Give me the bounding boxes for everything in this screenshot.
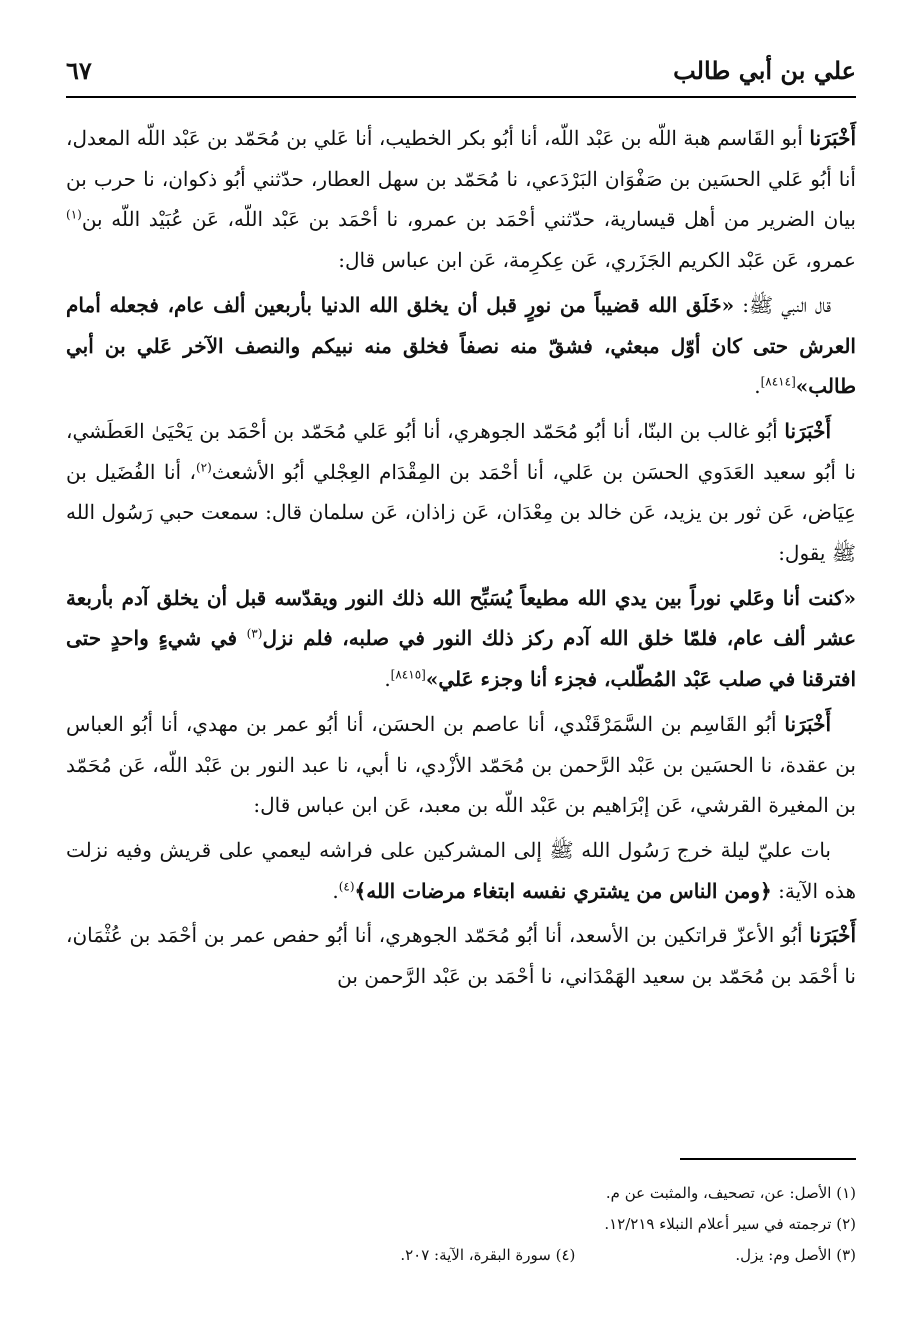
period: . xyxy=(332,878,339,903)
footnote-text: الأصل وم: يزل. xyxy=(735,1246,832,1264)
paragraph-text-cont: ، أنا الفُضَيل بن عِيَاض، عَن ثور بن يزيد، عَن خالد بن مِعْدَان، عَن زاذان، عَن سلمان قال: سمعت حبي رَسُول الله ﷺ يقول: xyxy=(66,459,856,566)
hadith-text: «خَلَق الله قضيباً من نورٍ قبل أن يخلق الله الدنيا بأربعين ألف عام، فجعله أمام العرش حتى كان أوّل مبعثي، فشقّ منه نصفاً فخلق منه نبيكم والنصف الآخر عَلي بن أبي طالب» xyxy=(66,292,856,399)
footnote-ref-3[interactable]: (٣) xyxy=(246,626,263,641)
isnad-keyword: أَخْبَرَنا xyxy=(784,711,831,736)
footnote-number: (١) xyxy=(836,1184,856,1202)
paragraph-hadith-2 xyxy=(66,578,856,700)
hadith-number: [٨٤١٥] xyxy=(390,667,426,682)
paragraph-isnad-1 xyxy=(66,118,856,281)
footnote-1 xyxy=(66,1184,856,1202)
paragraph-text: أبُو غالب بن البنّا، أنا أبُو مُحَمّد الجوهري، أنا أبُو عَلي مُحَمّد بن أحْمَد بن يَحْيَىٰ العَطَشي، نا أبُو سعيد العَدَوي الحسَن بن عَلي، أنا أحْمَد بن المِقْدَام العِجْلي أبُو الأشعث xyxy=(66,418,856,484)
footnote-number: (٢) xyxy=(836,1215,856,1233)
header-rule xyxy=(66,96,856,98)
paragraph-text: أبُو القَاسِم بن السَّمَرْقَنْدي، أنا عاصم بن الحسَن، أنا أبُو عمر بن مهدي، أنا أبُو العباس بن عقدة، نا الحسَين بن عَبْد الرَّحمن بن مُحَمّد الأزْدي، نا أبي، نا عبد النور بن عَبْد اللّه، عَن مُحَمّد بن المغيرة القرشي، عَن إبْرَاهيم بن عَبْد اللّه بن معبد، عَن ابن عباس قال: xyxy=(66,711,856,818)
paragraph-isnad-3 xyxy=(66,704,856,826)
period: . xyxy=(754,374,761,399)
main-text xyxy=(66,118,856,1001)
footnote-separator xyxy=(680,1158,856,1160)
paragraph-isnad-2 xyxy=(66,411,856,574)
footnote-text: سورة البقرة، الآية: ٢٠٧. xyxy=(400,1246,551,1264)
footnote-ref-1[interactable]: (١) xyxy=(66,207,82,222)
paragraph-text: أبو القَاسم هبة اللّه بن عَبْد اللّه، أنا أبُو بكر الخطيب، أنا عَلي بن مُحَمّد بن عَبْد اللّه المعدل، أنا أبُو عَلي الحسَين بن صَفْوَان البَرْدَعي، نا مُحَمّد بن سهل العطار، حدّثني أبُو ذكوان، نا حرب بن بيان الضرير من أهل قيسارية، حدّثني أحْمَد بن عمرو، نا أحْمَد بن عَبْد اللّه، عَن عُبَيْد اللّه بن xyxy=(66,126,856,232)
footnote-2 xyxy=(66,1215,856,1233)
running-header xyxy=(66,52,856,96)
isnad-keyword: أَخْبَرَنا xyxy=(809,126,856,150)
hadith-text: «كنت أنا وعَلي نوراً بين يدي الله مطيعاً يُسَبِّح الله ذلك النور ويقدّسه قبل أن يخلق آدم بأربعة عشر ألف عام، فلمّا خلق الله آدم ركز ذلك النور في صلبه، فلم نزل xyxy=(66,585,857,651)
hadith-number: [٨٤١٤] xyxy=(760,374,796,389)
header-title: علي بن أبي طالب xyxy=(673,56,856,85)
isnad-keyword: أَخْبَرَنا xyxy=(784,418,832,443)
footnote-4 xyxy=(400,1246,575,1264)
quran-verse: ﴿ومن الناس من يشتري نفسه ابتغاء مرضات الله﴾ xyxy=(354,878,772,903)
hadith-lead: قال النبي ﷺ: xyxy=(734,292,831,317)
footnote-text: ترجمته في سير أعلام النبلاء ١٢/٢١٩. xyxy=(604,1215,832,1233)
footnote-ref-4[interactable]: (٤) xyxy=(338,879,355,893)
isnad-keyword: أَخْبَرَنا xyxy=(809,923,856,948)
paragraph-text: أبُو الأعزّ قراتكين بن الأسعد، أنا أبُو مُحَمّد الجوهري، أنا أبُو حفص عمر بن أحْمَد بن عُثْمَان، نا أحْمَد بن مُحَمّد بن سعيد الهَمْدَاني، نا أحْمَد بن عَبْد الرَّحمن بن xyxy=(66,923,856,989)
paragraph-narration xyxy=(66,830,856,911)
footnote-3 xyxy=(735,1246,856,1264)
footnote-number: (٤) xyxy=(555,1246,576,1264)
footnote-row xyxy=(66,1246,856,1264)
footnote-number: (٣) xyxy=(836,1246,856,1264)
footnote-text: الأصل: عن، تصحيف، والمثبت عن م. xyxy=(605,1184,832,1202)
period: . xyxy=(384,667,391,692)
hadith-text-cont: في شيءٍ واحدٍ حتى افترقنا في صلب عَبْد المُطّلب، فجزء أنا وجزء عَلي» xyxy=(66,626,856,692)
paragraph-text-cont: عمرو، عَن عَبْد الكريم الجَزَري، عَن عِكرِمة، عَن ابن عباس قال: xyxy=(338,248,856,273)
paragraph-hadith-1 xyxy=(66,285,856,407)
footnote-ref-2[interactable]: (٢) xyxy=(195,459,212,474)
paragraph-text: بات عليّ ليلة خرج رَسُول الله ﷺ إلى المشركين على فراشه ليعمي على قريش وفيه نزلت هذه الآية: xyxy=(66,837,856,903)
page-number: ٦٧ xyxy=(66,56,92,85)
paragraph-isnad-4 xyxy=(66,915,856,996)
